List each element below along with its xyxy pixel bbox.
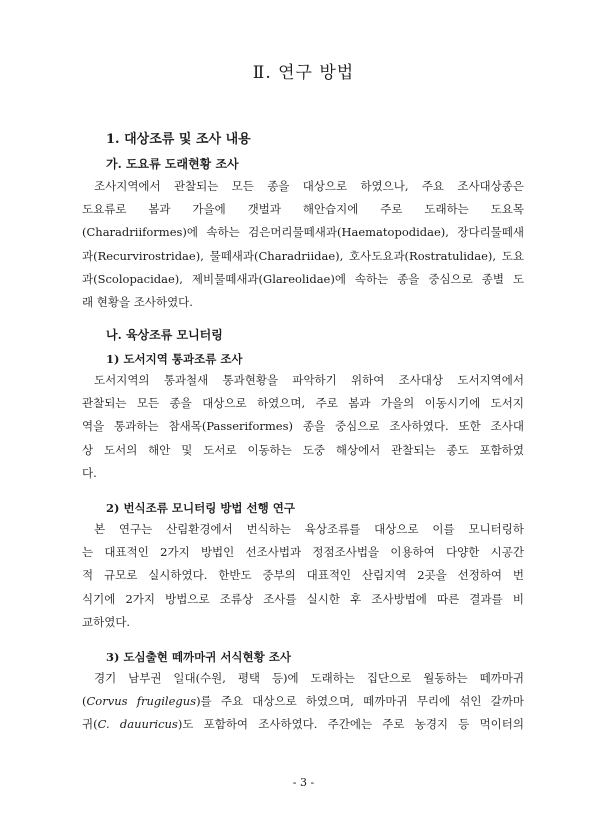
- text-line: 경기 남부권 일대(수원, 평택 등)에 도래하는 집단으로 월동하는 떼까마귀: [94, 671, 524, 685]
- text-line: 조사지역에서 관찰되는 모든 종을 대상으로 하였으나, 주요 조사대상종은: [94, 179, 524, 193]
- text-line: 귀(C. dauuricus)도 포함하여 조사하였다. 주간에는 주로 농경지 등 먹이터의: [82, 717, 524, 732]
- section-heading: 1. 대상조류 및 조사 내용: [106, 132, 251, 147]
- text-line: 관찰되는 모든 종을 대상으로 하였으며, 주로 봄과 가을의 이동시기에 도서지: [82, 396, 524, 411]
- text-line: 도요류로 봄과 가을에 갯벌과 해안습지에 주로 도래하는 도요목: [82, 202, 524, 217]
- item-heading-island: 1) 도서지역 통과조류 조사: [106, 352, 243, 366]
- text-line: 교하였다.: [82, 614, 131, 629]
- text-line: 도서지역의 통과철새 통과현황을 파악하기 위하여 조사대상 도서지역에서: [94, 373, 524, 387]
- text-line: 식기에 2가지 방법으로 조류상 조사를 실시한 후 조사방법에 따른 결과를 비: [82, 591, 524, 606]
- text-line: (Corvus frugilegus)를 주요 대상으로 하였으며, 떼까마귀 무리에 섞인 갈까마: [82, 694, 524, 709]
- text-line: 래 현황을 조사하였다.: [82, 294, 193, 309]
- page-title: Ⅱ. 연구 방법: [252, 63, 355, 83]
- text-line: (Charadriiformes)에 속하는 검은머리물떼새과(Haematopodidae), 장다리물떼새: [82, 225, 524, 240]
- text-line: 상 도서의 해안 및 도서로 이동하는 도중 해상에서 관찰되는 종도 포함하였: [82, 442, 524, 457]
- text-line: 적 규모로 실시하였다. 한반도 중부의 대표적인 산림지역 2곳을 선정하여 번: [82, 568, 524, 583]
- subsection-heading-na: 나. 육상조류 모니터링: [106, 328, 223, 342]
- page-number: - 3 -: [292, 776, 315, 789]
- text-line: 역을 통과하는 참새목(Passeriformes) 종을 중심으로 조사하였다. 또한 조사대: [82, 419, 524, 434]
- item-heading-breeding: 2) 번식조류 모니터링 방법 선행 연구: [106, 501, 295, 515]
- paragraph-breeding: [82, 518, 524, 634]
- text-line: 다.: [82, 465, 97, 480]
- text-line: 과(Recurvirostridae), 물떼새과(Charadriidae), 호사도요과(Rostratulidae), 도요: [82, 248, 524, 263]
- text-line: 는 대표적인 2가지 방법인 선조사법과 정점조사법을 이용하여 다양한 시공간: [82, 545, 524, 560]
- species-name: Corvus frugilegus: [86, 694, 197, 709]
- paragraph-rook: [82, 667, 524, 737]
- paragraph-shorebird: [82, 175, 524, 314]
- paragraph-island: [82, 369, 524, 485]
- text-line: 과(Scolopacidae), 제비물떼새과(Glareolidae)에 속하는 종을 중심으로 종별 도: [82, 271, 524, 286]
- species-name: C. dauuricus: [97, 717, 178, 732]
- text-line: 본 연구는 산림환경에서 번식하는 육상조류를 대상으로 이를 모니터링하: [94, 522, 524, 536]
- item-heading-rook: 3) 도심출현 떼까마귀 서식현황 조사: [106, 650, 291, 664]
- subsection-heading-ga: 가. 도요류 도래현황 조사: [106, 157, 239, 171]
